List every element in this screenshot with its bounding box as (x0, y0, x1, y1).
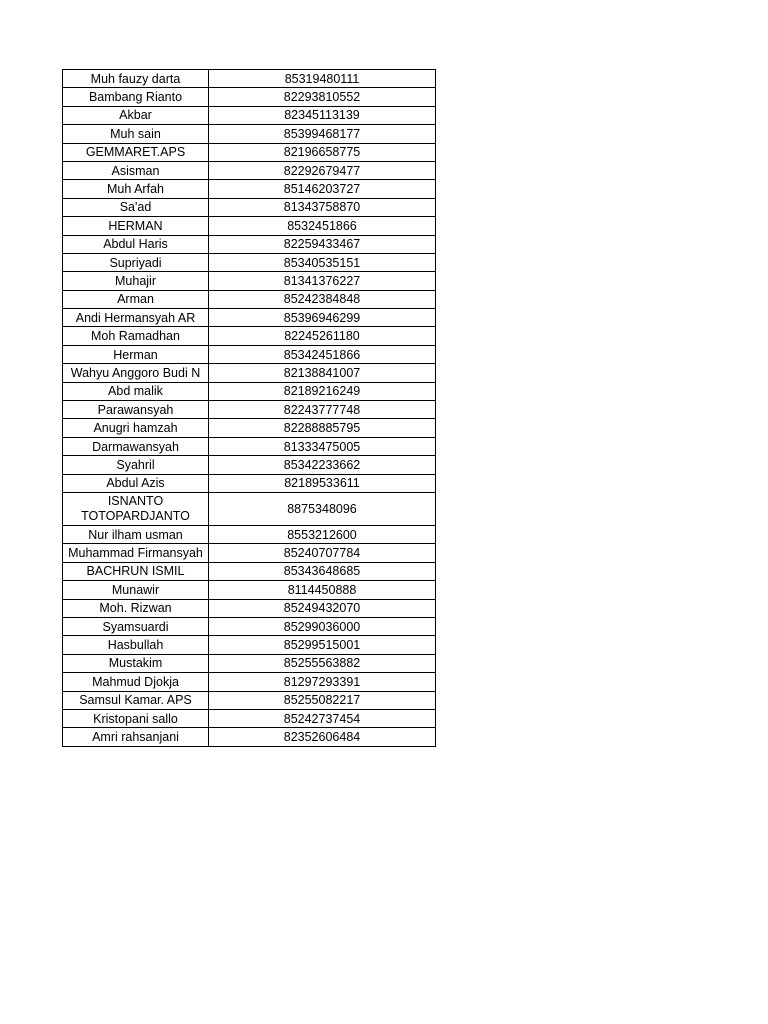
table-row (63, 217, 436, 235)
phone-cell: 85242384848 (209, 290, 436, 308)
table-row (63, 364, 436, 382)
phone-cell: 85255082217 (209, 691, 436, 709)
name-cell: Darmawansyah (63, 437, 209, 455)
phone-cell: 85255563882 (209, 654, 436, 672)
table-row (63, 253, 436, 271)
phone-cell: 82292679477 (209, 161, 436, 179)
phone-cell: 81333475005 (209, 437, 436, 455)
table-row (63, 562, 436, 580)
name-cell: Wahyu Anggoro Budi N (63, 364, 209, 382)
table-row (63, 180, 436, 198)
name-cell: Abdul Azis (63, 474, 209, 492)
name-cell: GEMMARET.APS (63, 143, 209, 161)
phone-cell: 82196658775 (209, 143, 436, 161)
name-cell: Hasbullah (63, 636, 209, 654)
table-row (63, 636, 436, 654)
table-row (63, 161, 436, 179)
table-row (63, 70, 436, 88)
table-row (63, 654, 436, 672)
phone-cell: 81297293391 (209, 673, 436, 691)
phone-cell: 85343648685 (209, 562, 436, 580)
table-row (63, 290, 436, 308)
phone-cell: 81343758870 (209, 198, 436, 216)
name-cell: Muhammad Firmansyah (63, 544, 209, 562)
name-cell: Akbar (63, 106, 209, 124)
table-row (63, 599, 436, 617)
name-cell: Samsul Kamar. APS (63, 691, 209, 709)
table-row (63, 474, 436, 492)
phone-cell: 82288885795 (209, 419, 436, 437)
name-cell: Asisman (63, 161, 209, 179)
phone-cell: 82345113139 (209, 106, 436, 124)
name-cell: Bambang Rianto (63, 88, 209, 106)
phone-cell: 85249432070 (209, 599, 436, 617)
table-row (63, 198, 436, 216)
phone-cell: 82189216249 (209, 382, 436, 400)
phone-cell: 85146203727 (209, 180, 436, 198)
name-cell: BACHRUN ISMIL (63, 562, 209, 580)
phone-cell: 8875348096 (209, 492, 436, 525)
table-row (63, 309, 436, 327)
contact-table (62, 69, 436, 747)
name-cell: Parawansyah (63, 401, 209, 419)
phone-cell: 85340535151 (209, 253, 436, 271)
name-cell: Nur ilham usman (63, 525, 209, 543)
table-row (63, 272, 436, 290)
name-cell: Mahmud Djokja (63, 673, 209, 691)
name-cell: Muh fauzy darta (63, 70, 209, 88)
name-cell: Herman (63, 345, 209, 363)
phone-cell: 85299036000 (209, 617, 436, 635)
table-row (63, 88, 436, 106)
table-row (63, 544, 436, 562)
table-row (63, 401, 436, 419)
phone-cell: 85319480111 (209, 70, 436, 88)
phone-cell: 85399468177 (209, 125, 436, 143)
table-row (63, 419, 436, 437)
table-row (63, 143, 436, 161)
phone-cell: 82243777748 (209, 401, 436, 419)
table-row (63, 728, 436, 746)
phone-cell: 8114450888 (209, 581, 436, 599)
phone-cell: 82189533611 (209, 474, 436, 492)
phone-cell: 85342451866 (209, 345, 436, 363)
phone-cell: 82245261180 (209, 327, 436, 345)
phone-cell: 81341376227 (209, 272, 436, 290)
phone-cell: 8553212600 (209, 525, 436, 543)
phone-cell: 82293810552 (209, 88, 436, 106)
name-cell: Arman (63, 290, 209, 308)
table-row (63, 235, 436, 253)
name-cell: Moh. Rizwan (63, 599, 209, 617)
name-cell: ISNANTO TOTOPARDJANTO (63, 492, 209, 525)
name-cell: Syamsuardi (63, 617, 209, 635)
phone-cell: 82352606484 (209, 728, 436, 746)
phone-cell: 85396946299 (209, 309, 436, 327)
table-row (63, 437, 436, 455)
table-row (63, 456, 436, 474)
name-cell: Mustakim (63, 654, 209, 672)
table-row (63, 327, 436, 345)
name-cell: Anugri hamzah (63, 419, 209, 437)
phone-cell: 85299515001 (209, 636, 436, 654)
name-cell: Muhajir (63, 272, 209, 290)
phone-cell: 82259433467 (209, 235, 436, 253)
table-row (63, 691, 436, 709)
phone-cell: 85240707784 (209, 544, 436, 562)
table-row (63, 525, 436, 543)
name-cell: Moh Ramadhan (63, 327, 209, 345)
phone-cell: 85342233662 (209, 456, 436, 474)
name-cell: Amri rahsanjani (63, 728, 209, 746)
name-cell: Syahril (63, 456, 209, 474)
phone-cell: 8532451866 (209, 217, 436, 235)
phone-cell: 82138841007 (209, 364, 436, 382)
name-cell: HERMAN (63, 217, 209, 235)
name-cell: Muh Arfah (63, 180, 209, 198)
table-row (63, 709, 436, 727)
name-cell: Sa'ad (63, 198, 209, 216)
table-body (63, 70, 436, 747)
table-row (63, 125, 436, 143)
table-row (63, 382, 436, 400)
table-row (63, 106, 436, 124)
name-cell: Munawir (63, 581, 209, 599)
table-row (63, 345, 436, 363)
name-cell: Andi Hermansyah AR (63, 309, 209, 327)
table-row (63, 617, 436, 635)
table-row (63, 673, 436, 691)
name-cell: Abd malik (63, 382, 209, 400)
name-cell: Supriyadi (63, 253, 209, 271)
name-cell: Kristopani sallo (63, 709, 209, 727)
name-cell: Abdul Haris (63, 235, 209, 253)
phone-cell: 85242737454 (209, 709, 436, 727)
table-row (63, 581, 436, 599)
table-row (63, 492, 436, 525)
name-cell: Muh sain (63, 125, 209, 143)
